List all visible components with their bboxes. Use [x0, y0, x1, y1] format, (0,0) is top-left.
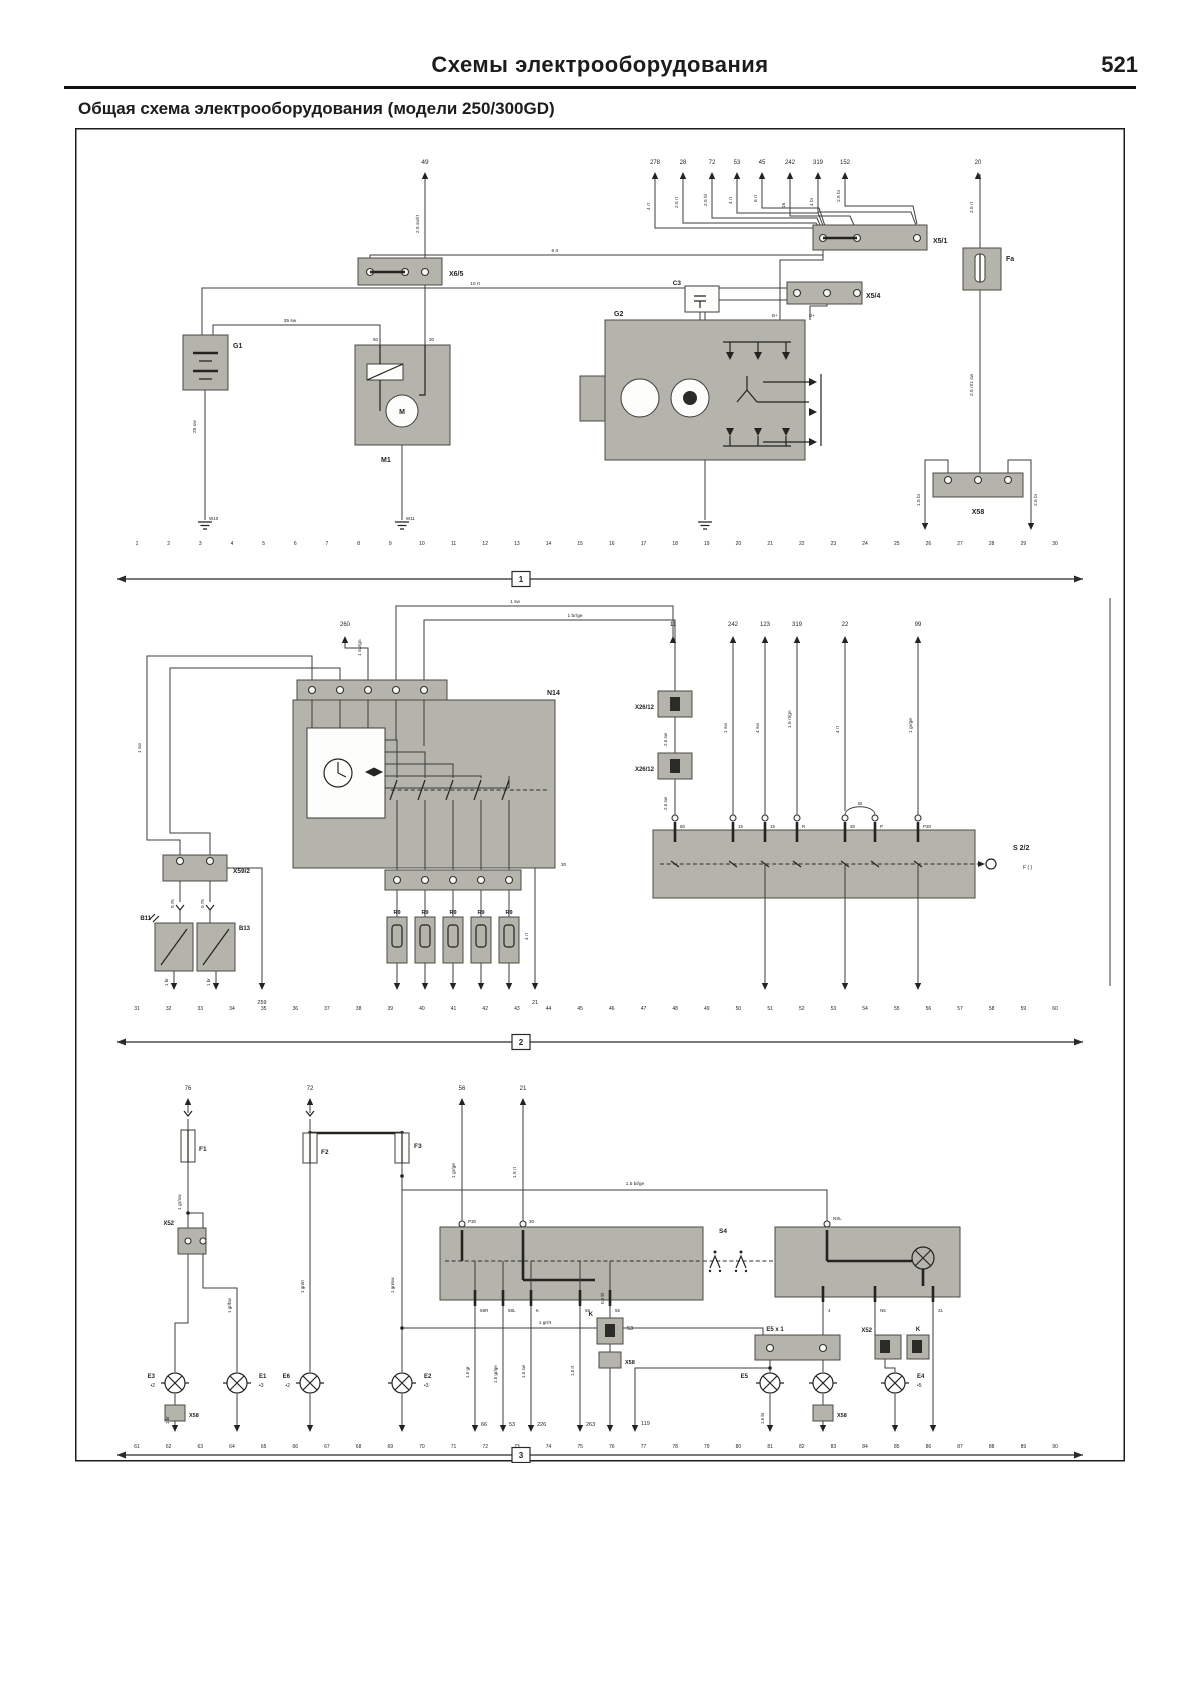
diagram-label: R — [802, 824, 806, 829]
ruler-number: 52 — [798, 1006, 805, 1012]
ruler-number: 68 — [355, 1444, 362, 1450]
diagram-label: •3 — [424, 1383, 429, 1389]
diagram-label: 152 — [839, 160, 851, 166]
ruler-number: 10 — [419, 541, 425, 547]
dimension-arrow — [117, 1039, 126, 1046]
ruler-number: 70 — [419, 1444, 425, 1450]
ruler-number: 86 — [925, 1444, 932, 1450]
ruler-number: 13 — [514, 541, 520, 547]
diagram-label: 1 gr/rt — [538, 1321, 552, 1326]
ruler-number: 69 — [387, 1444, 394, 1450]
diagram-label: K — [588, 1312, 593, 1318]
diagram-label: 58L — [508, 1308, 516, 1313]
ruler-number: 77 — [640, 1444, 647, 1450]
diagram-label: 4 sw — [756, 723, 761, 733]
diagram-label: E6 — [282, 1374, 290, 1380]
dimension-arrow — [1074, 1452, 1083, 1459]
diagram-label: 4 rt — [525, 933, 530, 940]
diagram-label: 4 — [828, 1308, 831, 1313]
diagram-label: N14 — [547, 690, 560, 697]
diagram-label: 1 gr/sw — [178, 1194, 183, 1210]
diagram-label: B11 — [140, 916, 151, 922]
diagram-label: 2.5 rt — [675, 197, 680, 208]
diagram-label: 58R — [480, 1308, 489, 1313]
diagram-label: 1 gn/rt — [300, 1280, 305, 1293]
page-number: 521 — [1101, 52, 1138, 77]
dimension-arrow — [1074, 1039, 1083, 1046]
diagram-label: 1.5 br — [917, 493, 922, 506]
ruler-number: 78 — [672, 1444, 678, 1450]
diagram-label: 2.5 sw — [663, 732, 668, 746]
ruler-number: 6 — [293, 541, 297, 547]
diagram-label: 53 — [627, 1326, 634, 1332]
ruler-number: 24 — [862, 541, 868, 547]
ruler-number: 32 — [165, 1006, 172, 1012]
ruler-number: 42 — [482, 1006, 488, 1012]
diagram-label: D+ — [809, 313, 815, 318]
diagram-label: S 2/2 — [1013, 845, 1030, 852]
diagram-label: 263 — [586, 1422, 596, 1428]
diagram-label: F2 — [321, 1149, 329, 1156]
ruler-number: 89 — [1020, 1444, 1027, 1450]
diagram-label: K — [536, 1308, 540, 1313]
diagram-label: 1.5 rt — [570, 1365, 575, 1376]
diagram-label: 1.5 sw — [521, 1364, 526, 1378]
wiring-diagram-svg — [75, 128, 1125, 1463]
diagram-label: X58 — [189, 1413, 199, 1419]
diagram-label: 2.5 bl — [704, 194, 709, 206]
ruler-number: 18 — [672, 541, 678, 547]
ruler-number: 62 — [165, 1444, 172, 1450]
diagram-label: 30 — [529, 1219, 535, 1224]
diagram-label: P30 — [468, 1219, 477, 1224]
ruler-number: 74 — [545, 1444, 552, 1450]
ruler-number: 72 — [482, 1444, 488, 1450]
diagram-label: 31 — [938, 1308, 944, 1313]
ruler-number: 26 — [925, 541, 932, 547]
diagram-label: 2.5 rt/1 sw — [970, 373, 975, 396]
diagram-label: 1 br — [165, 1416, 170, 1424]
ruler-number: 41 — [450, 1006, 457, 1012]
ruler-number: 67 — [324, 1444, 330, 1450]
diagram-label: 1.5 gr — [465, 1366, 470, 1378]
diagram-label: 15 — [770, 824, 776, 829]
diagram-label: E5 x 1 — [766, 1327, 784, 1333]
diagram-label: 25 sw — [193, 420, 198, 433]
diagram-label: R9 — [477, 910, 485, 916]
diagram-label: 53 — [733, 160, 741, 166]
ruler-number: 88 — [988, 1444, 995, 1450]
diagram-label: 0.75 — [170, 899, 175, 908]
ruler-number: 7 — [325, 541, 329, 547]
diagram-label: B13 — [239, 926, 251, 932]
diagram-label: X58 — [971, 509, 985, 516]
ruler-number: 79 — [704, 1444, 710, 1450]
ruler-number: 60 — [1052, 1006, 1058, 1012]
diagram-label: X26/12 — [634, 705, 654, 711]
coordinate-rulers — [134, 541, 1058, 1450]
ruler-number: 30 — [1052, 541, 1058, 547]
ruler-number: 55 — [893, 1006, 900, 1012]
ruler-number: 64 — [229, 1444, 235, 1450]
ruler-number: 82 — [798, 1444, 805, 1450]
diagram-label: 4 rt — [836, 726, 841, 733]
diagram-label: X52 — [163, 1221, 174, 1227]
diagram-label: X6/5 — [449, 271, 464, 278]
ruler-number: 36 — [292, 1006, 299, 1012]
diagram-label: 35 sw — [283, 319, 297, 324]
ruler-number: 17 — [640, 541, 647, 547]
ruler-number: 2 — [167, 541, 171, 547]
diagram-label: X59/2 — [233, 868, 250, 875]
ruler-number: 11 — [450, 541, 457, 547]
diagram-label: 123 — [759, 622, 771, 628]
ruler-number: 57 — [957, 1006, 963, 1012]
diagram-label: X58 — [625, 1360, 635, 1366]
diagram-label: 1 sw/gn — [358, 639, 363, 656]
ruler-number: 38 — [355, 1006, 362, 1012]
diagram-label: 76 — [184, 1086, 192, 1092]
ruler-number: 81 — [767, 1444, 773, 1450]
diagram-label: 242 — [727, 622, 739, 628]
page-header-title: Схемы электрооборудования — [431, 52, 769, 77]
diagram-label: E5 — [740, 1374, 748, 1380]
ruler-number: 22 — [798, 541, 805, 547]
diagram-label: W11 — [406, 516, 415, 521]
diagram-label: R9 — [393, 910, 401, 916]
ruler-number: 59 — [1020, 1006, 1027, 1012]
diagram-label: G2 — [614, 311, 624, 318]
ruler-number: 4 — [230, 541, 234, 547]
diagram-label: 2.5 sw/rt — [416, 214, 421, 233]
ruler-number: 58 — [988, 1006, 995, 1012]
diagram-label: B+ — [772, 313, 778, 318]
ruler-number: 37 — [324, 1006, 330, 1012]
section-1-charging-starting — [183, 172, 1034, 530]
ruler-number: 61 — [134, 1444, 140, 1450]
ruler-number: 25 — [893, 541, 900, 547]
diagram-label: 20 — [974, 160, 982, 166]
diagram-label: 50 — [680, 824, 686, 829]
ruler-number: 35 — [260, 1006, 267, 1012]
lamp-symbols — [161, 1373, 909, 1428]
diagram-label: •5 — [917, 1383, 922, 1389]
diagram-label: P30 — [923, 824, 932, 829]
dimension-arrow — [1074, 576, 1083, 583]
ruler-number: 9 — [388, 541, 392, 547]
ruler-number: 49 — [704, 1006, 710, 1012]
diagram-label: R9 — [449, 910, 457, 916]
diagram-label: 30 — [561, 862, 567, 867]
diagram-label: 4 br — [810, 197, 815, 206]
diagram-label: 1.5 br — [760, 1412, 765, 1424]
diagram-label: 56 — [585, 1308, 591, 1313]
diagram-label: W10 — [209, 516, 219, 521]
diagram-label: X5/4 — [866, 293, 881, 300]
section-2-glow-system — [147, 598, 1110, 990]
ruler-number: 50 — [735, 1006, 742, 1012]
diagram-label: •3 — [259, 1383, 264, 1389]
diagram-label: 21 — [531, 1000, 539, 1006]
diagram-label: 11 — [669, 622, 677, 628]
diagram-label: 2.5 rt — [970, 202, 975, 213]
ruler-number: 15 — [577, 541, 583, 547]
diagram-label: 66 — [481, 1422, 488, 1428]
diagram-label: 6 rt — [754, 195, 759, 202]
diagram-label: 1 gr/bw — [227, 1298, 232, 1313]
ruler-number: 34 — [229, 1006, 235, 1012]
diagram-label: 1 br — [206, 978, 211, 986]
diagram-label: E2 — [424, 1374, 432, 1380]
ruler-number: 47 — [640, 1006, 647, 1012]
diagram-label: F ( ) — [1023, 865, 1033, 871]
ruler-number: 80 — [735, 1444, 742, 1450]
ruler-number: 28 — [988, 541, 995, 547]
diagram-label: G1 — [233, 343, 243, 350]
ruler-number: 39 — [387, 1006, 394, 1012]
diagram-label: X26/12 — [634, 767, 654, 773]
dimension-arrow — [117, 1452, 126, 1459]
diagram-label: 1 sw — [510, 600, 520, 605]
ruler-number: 45 — [577, 1006, 583, 1012]
ruler-number: 63 — [197, 1444, 204, 1450]
diagram-label: M — [399, 409, 405, 416]
diagram-label: 10 rt — [470, 282, 480, 287]
header-rule — [64, 86, 1136, 89]
ruler-number: 51 — [767, 1006, 773, 1012]
diagram-label: 119 — [641, 1421, 650, 1427]
diagram-label: 1 gn/sw — [390, 1277, 395, 1293]
diagram-label: 22 — [841, 622, 849, 628]
ruler-number: 27 — [957, 541, 963, 547]
diagram-label: E1 — [259, 1374, 267, 1380]
ruler-number: 43 — [514, 1006, 520, 1012]
diagram-label: 1.5 bl/ge — [625, 1182, 645, 1187]
diagram-label: 55 — [615, 1308, 621, 1313]
diagram-label: 319 — [812, 160, 824, 166]
ruler-number: 46 — [609, 1006, 615, 1012]
diagram-label: 72 — [306, 1086, 314, 1092]
diagram-label: F1 — [199, 1146, 207, 1153]
ruler-number: 14 — [545, 541, 552, 547]
diagram-label: 1 sw — [138, 743, 143, 753]
ruler-number: 33 — [197, 1006, 204, 1012]
diagram-label: 259 — [257, 1000, 267, 1006]
section-number: 1 — [518, 575, 524, 585]
ruler-number: 53 — [830, 1006, 837, 1012]
diagram-label: 30 — [429, 337, 435, 342]
diagram-label: X58 — [837, 1413, 847, 1419]
diagram-label: 4 rt — [647, 203, 652, 210]
diagram-label: 2.5 br — [1034, 493, 1039, 506]
ruler-number: 65 — [260, 1444, 267, 1450]
ruler-number: 71 — [450, 1444, 457, 1450]
diagram-label: 21 — [519, 1086, 527, 1092]
diagram-label: •2 — [285, 1383, 290, 1389]
diagram-label: M1 — [381, 457, 391, 464]
diagram-label: 226 — [537, 1422, 547, 1428]
diagram-label: 72 — [708, 160, 716, 166]
diagram-label: 0.5 bl — [600, 1292, 605, 1304]
diagram-label: 319 — [791, 622, 803, 628]
diagram-label: S4 — [719, 1228, 727, 1235]
ruler-number: 3 — [198, 541, 202, 547]
ruler-number: 5 — [262, 541, 266, 547]
ruler-number: 40 — [419, 1006, 425, 1012]
diagram-label: 56 — [458, 1086, 466, 1092]
diagram-label: Fa — [1006, 256, 1015, 263]
ruler-number: 12 — [482, 541, 488, 547]
diagram-label: 1 gr/ge — [452, 1163, 457, 1178]
diagram-label: C3 — [672, 280, 681, 287]
ruler-number: 21 — [767, 541, 773, 547]
section-number: 3 — [518, 1451, 524, 1461]
diagram-label: 0.75 — [200, 899, 205, 908]
diagram-label: 1.5 rt — [513, 1167, 518, 1178]
diagram-label: 45 — [758, 160, 766, 166]
diagram-label: 50 — [373, 337, 379, 342]
diagram-label: R9 — [421, 910, 429, 916]
diagram-label: 1 gr/ge — [909, 718, 914, 733]
diagram-label: 1 br/ge — [567, 614, 583, 619]
ruler-number: 48 — [672, 1006, 678, 1012]
diagram-label: 242 — [784, 160, 796, 166]
diagram-label: N5 — [880, 1308, 886, 1313]
diagram-label: K — [915, 1327, 921, 1333]
diagram-label: 4 rt — [729, 197, 734, 204]
diagram-label: 1.5 gr/ge — [493, 1365, 498, 1383]
diagram-label: 1.5 rt/gn — [788, 710, 793, 728]
dimension-arrow — [117, 576, 126, 583]
diagram-label: tst — [857, 801, 863, 806]
diagram-label: 1 br — [164, 978, 169, 986]
diagram-label: 2.5 sw — [663, 796, 668, 810]
ruler-number: 85 — [893, 1444, 900, 1450]
diagram-label: 49 — [421, 159, 429, 166]
ruler-number: 44 — [545, 1006, 552, 1012]
diagram-label: R9 — [505, 910, 513, 916]
diagram-label: •2 — [150, 1383, 155, 1389]
ruler-number: 66 — [292, 1444, 299, 1450]
diagram-label: E4 — [917, 1374, 925, 1380]
diagram-label: 53 — [509, 1422, 516, 1428]
diagram-label: 16 — [782, 202, 787, 208]
diagram-label: P — [880, 824, 884, 829]
diagram-label: 28 — [679, 160, 687, 166]
ruler-number: 20 — [735, 541, 742, 547]
ruler-number: 56 — [925, 1006, 932, 1012]
diagram-label: 6 rt — [551, 249, 559, 254]
diagram-label: 15 — [738, 824, 744, 829]
diagram-label: 260 — [339, 622, 351, 628]
section-number: 2 — [518, 1038, 524, 1048]
ruler-number: 19 — [704, 541, 710, 547]
ruler-number: 31 — [134, 1006, 140, 1012]
diagram-label: F3 — [414, 1143, 422, 1150]
diagram-label: 2.5 br — [837, 189, 842, 202]
diagram-title: Общая схема электрооборудования (модели 250/300GD) — [78, 99, 555, 118]
ruler-number: 87 — [957, 1444, 963, 1450]
ruler-number: 16 — [609, 541, 615, 547]
diagram-label: NSL — [833, 1216, 842, 1221]
diagram-label: X5/1 — [933, 238, 948, 245]
diagram-label: 99 — [914, 622, 922, 628]
ruler-number: 1 — [135, 541, 139, 547]
ruler-number: 90 — [1052, 1444, 1058, 1450]
diagram-label: 278 — [649, 160, 661, 166]
ruler-number: 23 — [830, 541, 837, 547]
ruler-number: 76 — [609, 1444, 615, 1450]
diagram-label: 1 sw — [724, 723, 729, 733]
ruler-number: 8 — [357, 541, 360, 547]
ruler-number: 84 — [862, 1444, 868, 1450]
section-3-lighting — [161, 1098, 960, 1432]
ruler-number: 29 — [1020, 541, 1027, 547]
diagram-label: E3 — [147, 1374, 155, 1380]
ruler-number: 54 — [862, 1006, 868, 1012]
ruler-number: 83 — [830, 1444, 837, 1450]
diagram-label: 30 — [850, 824, 856, 829]
diagram-label: X52 — [861, 1328, 872, 1334]
wiring-diagram — [75, 128, 1125, 1463]
ruler-number: 75 — [577, 1444, 583, 1450]
